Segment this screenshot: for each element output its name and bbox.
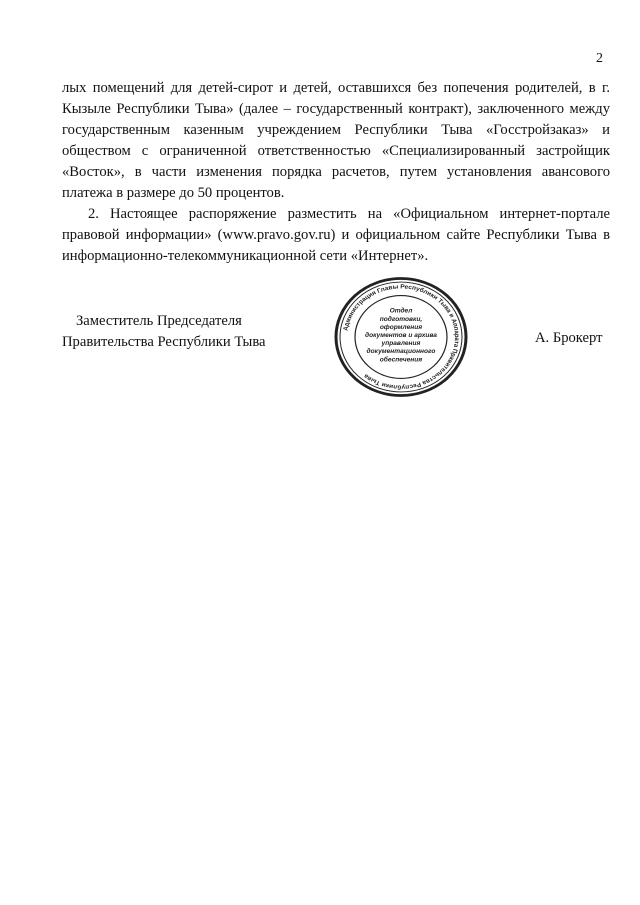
- seal-inner-line: документационного: [366, 348, 436, 356]
- signatory-title-line-1: Заместитель Председателя: [76, 313, 242, 329]
- signatory-name: А. Брокерт: [535, 330, 603, 346]
- page-number: 2: [596, 51, 603, 66]
- seal-inner-line: оформления: [379, 324, 423, 331]
- signatory-title: [62, 311, 266, 353]
- signatory-title-line-2: Правительства Республики Тыва: [62, 334, 266, 350]
- document-body: [62, 78, 610, 267]
- official-seal: [333, 276, 469, 398]
- seal-outer-text: Администрация Главы Республики Тыва и Аппарата Правительства Республики Тыва: [342, 283, 461, 391]
- seal-inner-line: обеспечения: [379, 356, 423, 364]
- seal-inner-line: документов и архива: [365, 332, 437, 339]
- seal-inner-line: Отдел: [389, 307, 413, 315]
- seal-inner-line: управления: [381, 340, 421, 347]
- paragraph-item-2: 2. Настоящее распоряжение разместить на «Официальном интернет-портале правовой информации» (www.pravo.gov.ru) и официальном сайте Республики Тыва в информационно-телекоммуникационной сети «Интернет».: [62, 206, 610, 264]
- seal-inner-line: подготовки,: [379, 316, 423, 323]
- paragraph-continuation: лых помещений для детей-сирот и детей, оставшихся без попечения родителей, в г. Кызыле Республики Тыва» (далее – государственный контракт), заключенного между государственным казенным учреждением Республики Тыва «Госстройзаказ» и обществом с ограниченной ответственностью «Специализированный застройщик «Восток», в части изменения порядка расчетов, путем установления авансового платежа в размере до 50 процентов.: [62, 80, 610, 201]
